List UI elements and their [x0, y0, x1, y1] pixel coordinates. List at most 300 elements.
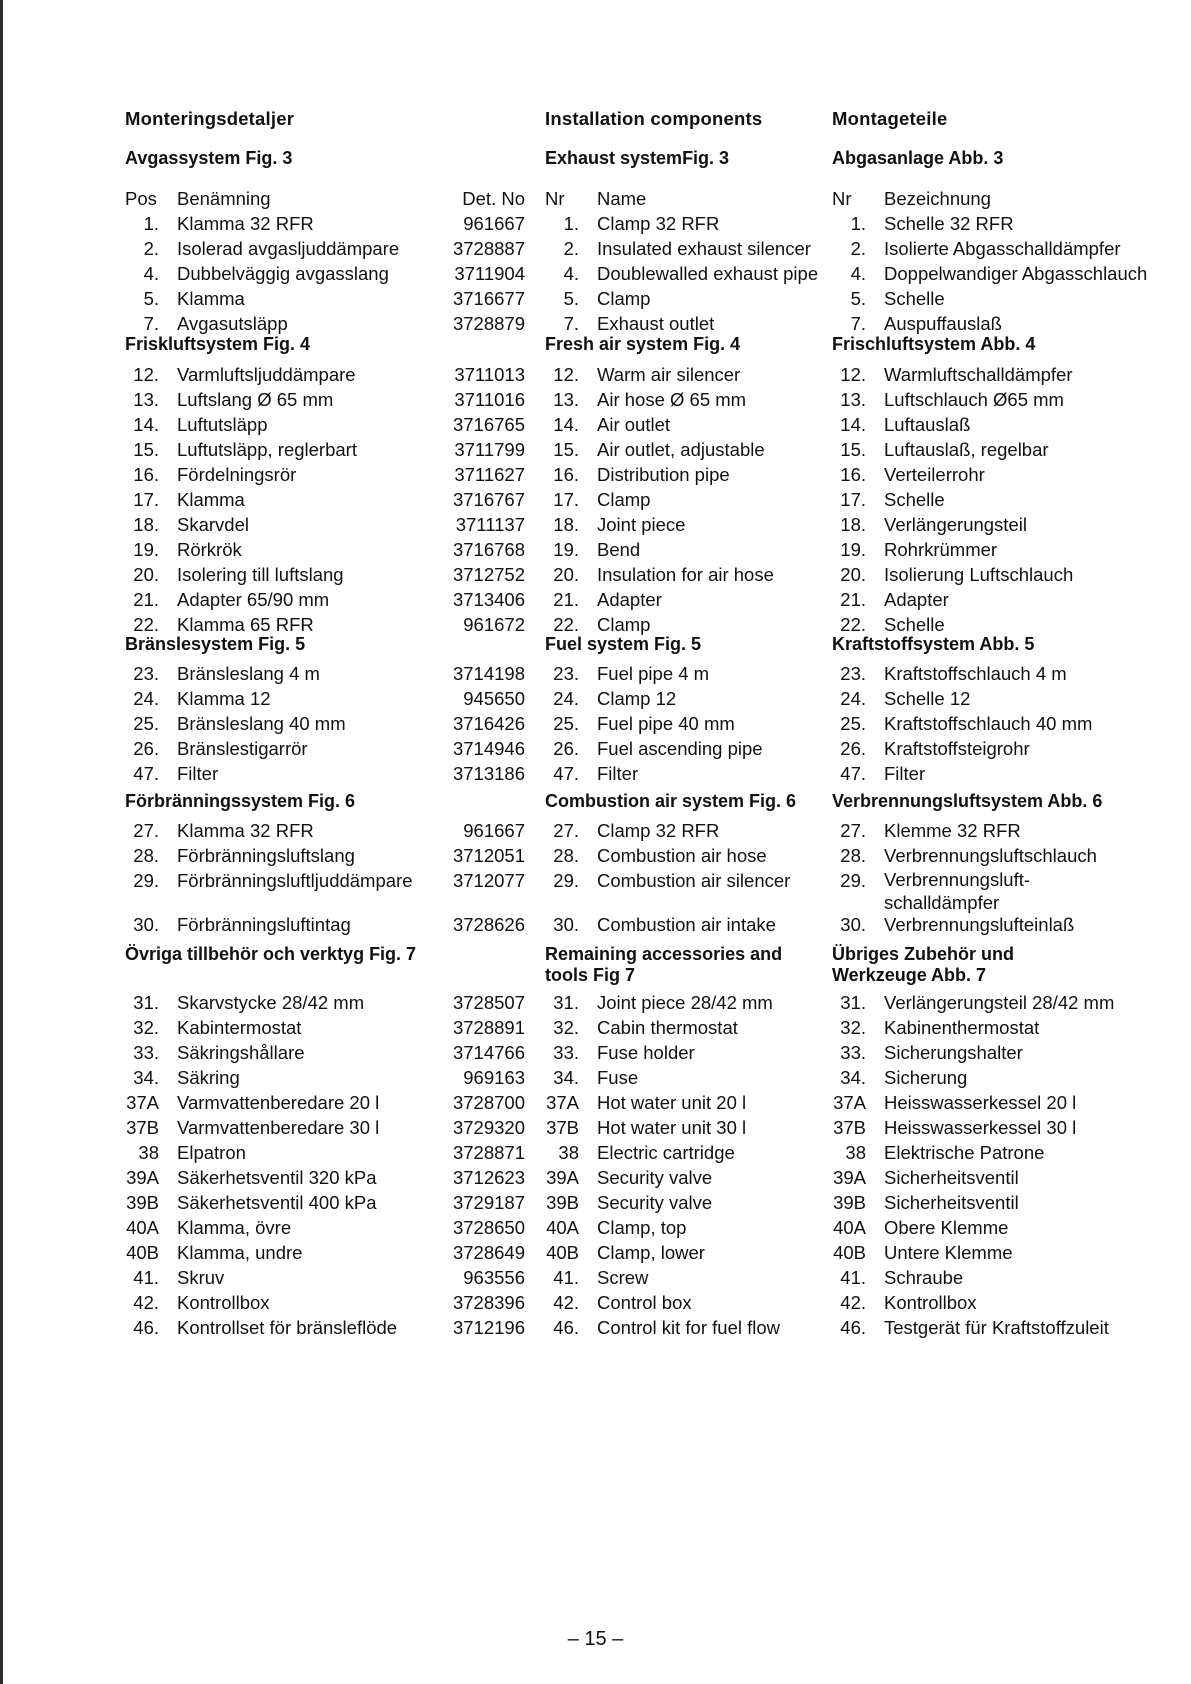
item-description: Kontrollbox: [884, 1292, 977, 1313]
list-item: [832, 1015, 1177, 1040]
item-number: 40B: [833, 1242, 866, 1263]
item-number: 15.: [840, 439, 866, 460]
item-number: 29.: [553, 870, 579, 891]
item-description: Schraube: [884, 1267, 964, 1288]
item-part-number: 961667: [463, 213, 525, 234]
item-number: 26.: [553, 738, 579, 759]
item-part-number: 961672: [463, 614, 525, 635]
item-description: Förbränningsluftljuddämpare: [177, 870, 413, 891]
item-description: Kontrollset för bränsleflöde: [177, 1317, 398, 1338]
item-description: Fuse: [597, 1067, 639, 1088]
item-number: 39A: [833, 1167, 866, 1188]
item-number: 7.: [850, 313, 866, 334]
list-item: [545, 487, 820, 512]
item-number: 38: [558, 1142, 579, 1163]
item-description: Combustion air hose: [597, 845, 767, 866]
item-number: 32.: [840, 1017, 866, 1038]
item-number: 32.: [133, 1017, 159, 1038]
item-description: Doublewalled exhaust pipe: [597, 263, 819, 284]
list-item: [125, 990, 525, 1015]
item-number: 2.: [143, 238, 159, 259]
item-description: Fuel pipe 40 mm: [597, 713, 735, 734]
list-item: [125, 362, 525, 387]
item-description: Skarvstycke 28/42 mm: [177, 992, 365, 1013]
item-description: Adapter: [597, 589, 662, 610]
item-number: 39A: [546, 1167, 579, 1188]
list-item: [832, 1065, 1177, 1090]
item-part-number: 3728650: [452, 1217, 525, 1238]
item-description: Klamma 32 RFR: [177, 820, 314, 841]
item-description: Säkring: [177, 1067, 240, 1088]
list-item: [125, 1315, 525, 1340]
item-description: Untere Klemme: [884, 1242, 1013, 1263]
section-title: Exhaust systemFig. 3: [545, 148, 730, 168]
list-item: [832, 362, 1177, 387]
item-number: 29.: [840, 870, 866, 891]
item-number: 4.: [563, 263, 579, 284]
item-part-number: 3712623: [452, 1167, 525, 1188]
item-description: Klemme 32 RFR: [884, 820, 1021, 841]
item-description: Säkringshållare: [177, 1042, 305, 1063]
list-item: [832, 1315, 1177, 1340]
list-item: [545, 512, 820, 537]
header-description: Benämning: [177, 188, 271, 209]
item-number: 13.: [133, 389, 159, 410]
item-description: Förbränningsluftslang: [177, 845, 355, 866]
item-part-number: 3716426: [452, 713, 525, 734]
section-title: Fuel system Fig. 5: [545, 634, 702, 654]
item-part-number: 3716768: [452, 539, 525, 560]
header-number: Nr: [545, 188, 565, 209]
list-item: [125, 562, 525, 587]
item-number: 17.: [840, 489, 866, 510]
item-number: 28.: [840, 845, 866, 866]
list-item: [125, 1140, 525, 1165]
list-item: [125, 211, 525, 236]
item-number: 1.: [143, 213, 159, 234]
item-number: 21.: [553, 589, 579, 610]
item-description: Verlängerungsteil: [884, 514, 1027, 535]
list-item: [125, 587, 525, 612]
section-title: Kraftstoffsystem Abb. 5: [832, 634, 1035, 654]
item-description: Bend: [597, 539, 641, 560]
item-description: Sicherheitsventil: [884, 1192, 1019, 1213]
list-item: [832, 587, 1177, 612]
item-number: 26.: [133, 738, 159, 759]
item-description: Säkerhetsventil 320 kPa: [177, 1167, 377, 1188]
item-part-number: 3714198: [452, 663, 525, 684]
item-number: 5.: [850, 288, 866, 309]
list-item: [832, 236, 1177, 261]
item-number: 33.: [553, 1042, 579, 1063]
list-item: [125, 761, 525, 786]
item-number: 39B: [546, 1192, 579, 1213]
item-description: Joint piece: [597, 514, 686, 535]
list-item: [832, 736, 1177, 761]
column-header: [832, 186, 1177, 211]
item-number: 20.: [840, 564, 866, 585]
item-part-number: 969163: [463, 1067, 525, 1088]
item-description: Bränsleslang 4 m: [177, 663, 320, 684]
item-number: 42.: [133, 1292, 159, 1313]
item-part-number: 3728507: [452, 992, 525, 1013]
item-part-number: 963556: [463, 1267, 525, 1288]
item-description: Doppelwandiger Abgasschlauch: [884, 263, 1148, 284]
section-title: Övriga tillbehör och verktyg Fig. 7: [125, 944, 417, 964]
list-item: [125, 711, 525, 736]
item-number: 37A: [546, 1092, 579, 1113]
item-description: Adapter 65/90 mm: [177, 589, 330, 610]
item-description: Clamp 32 RFR: [597, 213, 720, 234]
item-number: 24.: [553, 688, 579, 709]
list-item: [125, 437, 525, 462]
item-description: Distribution pipe: [597, 464, 730, 485]
item-description: Skarvdel: [177, 514, 249, 535]
list-item: [545, 990, 820, 1015]
column-header: [545, 186, 820, 211]
list-item: [832, 211, 1177, 236]
list-item: [832, 437, 1177, 462]
scan-edge: [0, 0, 3, 1684]
item-description: Exhaust outlet: [597, 313, 715, 334]
item-description: Klamma 12: [177, 688, 271, 709]
item-part-number: 3729187: [452, 1192, 525, 1213]
item-description: Filter: [884, 763, 926, 784]
section-title: Fresh air system Fig. 4: [545, 334, 741, 354]
item-description: Varmvattenberedare 20 l: [177, 1092, 380, 1113]
item-part-number: 3711799: [454, 439, 525, 460]
list-item: [832, 286, 1177, 311]
item-part-number: 3711627: [454, 464, 525, 485]
item-part-number: 3728879: [452, 313, 525, 334]
list-item: [832, 1215, 1177, 1240]
list-item: [125, 1165, 525, 1190]
list-item: [832, 562, 1177, 587]
section-title: Förbränningssystem Fig. 6: [125, 791, 356, 811]
item-description: Isolierung Luftschlauch: [884, 564, 1074, 585]
item-description: Kraftstoffsteigrohr: [884, 738, 1030, 759]
item-description: Heisswasserkessel 30 l: [884, 1117, 1077, 1138]
list-item: [832, 843, 1177, 868]
item-number: 18.: [553, 514, 579, 535]
item-number: 23.: [840, 663, 866, 684]
list-item: [125, 261, 525, 286]
list-item: [545, 1240, 820, 1265]
list-item: [125, 1190, 525, 1215]
list-item: [545, 1140, 820, 1165]
item-description: Fuel pipe 4 m: [597, 663, 710, 684]
list-item: [832, 311, 1177, 336]
item-number: 16.: [133, 464, 159, 485]
item-part-number: 3712051: [452, 845, 525, 866]
item-description: Auspuffauslaß: [884, 313, 1002, 334]
item-description: Sicherung: [884, 1067, 968, 1088]
item-number: 41.: [133, 1267, 159, 1288]
item-number: 40B: [546, 1242, 579, 1263]
item-description: Screw: [597, 1267, 649, 1288]
item-number: 21.: [133, 589, 159, 610]
item-part-number: 3711904: [454, 263, 525, 284]
item-number: 39B: [126, 1192, 159, 1213]
item-description: Skruv: [177, 1267, 225, 1288]
item-number: 34.: [840, 1067, 866, 1088]
item-description: Luftutsläpp, reglerbart: [177, 439, 357, 460]
item-number: 47.: [133, 763, 159, 784]
item-description: Filter: [177, 763, 219, 784]
item-number: 27.: [133, 820, 159, 841]
item-description: Clamp 12: [597, 688, 677, 709]
item-number: 25.: [553, 713, 579, 734]
item-number: 16.: [840, 464, 866, 485]
list-item: [545, 236, 820, 261]
header-number: Nr: [832, 188, 852, 209]
item-number: 41.: [840, 1267, 866, 1288]
header-part-number: Det. No: [462, 188, 525, 209]
item-number: 15.: [133, 439, 159, 460]
section-title: Bränslesystem Fig. 5: [125, 634, 306, 654]
item-description: Luftauslaß, regelbar: [884, 439, 1049, 460]
item-description: Adapter: [884, 589, 949, 610]
item-part-number: 3728891: [452, 1017, 525, 1038]
item-part-number: 3712752: [452, 564, 525, 585]
list-item: [832, 990, 1177, 1015]
item-number: 40A: [833, 1217, 866, 1238]
list-item: [125, 311, 525, 336]
section-title: Combustion air system Fig. 6: [545, 791, 797, 811]
item-description: Clamp: [597, 489, 651, 510]
list-item: [125, 868, 525, 893]
item-description: Rörkrök: [177, 539, 242, 560]
item-part-number: 961667: [463, 820, 525, 841]
item-description: Klamma, undre: [177, 1242, 303, 1263]
item-part-number: 3729320: [452, 1117, 525, 1138]
item-part-number: 3713406: [452, 589, 525, 610]
list-item: [125, 412, 525, 437]
list-item: [832, 537, 1177, 562]
item-description: Warm air silencer: [597, 364, 741, 385]
item-number: 2.: [563, 238, 579, 259]
item-number: 24.: [133, 688, 159, 709]
item-part-number: 3716677: [452, 288, 525, 309]
list-item: [545, 736, 820, 761]
item-number: 31.: [553, 992, 579, 1013]
item-number: 22.: [133, 614, 159, 635]
list-item: [832, 512, 1177, 537]
list-item: [125, 236, 525, 261]
item-description: Sicherheitsventil: [884, 1167, 1019, 1188]
list-item: [125, 1115, 525, 1140]
item-description: Dubbelväggig avgasslang: [177, 263, 389, 284]
item-description: Combustion air silencer: [597, 870, 791, 891]
list-item: [545, 1290, 820, 1315]
list-item: [545, 1215, 820, 1240]
item-number: 30.: [553, 914, 579, 935]
list-item: [545, 1165, 820, 1190]
item-number: 1.: [563, 213, 579, 234]
list-item: [832, 387, 1177, 412]
item-description: Schelle: [884, 489, 945, 510]
item-description: Rohrkrümmer: [884, 539, 998, 560]
item-part-number: 3716767: [452, 489, 525, 510]
section-title: Avgassystem Fig. 3: [125, 148, 293, 168]
item-number: 22.: [553, 614, 579, 635]
item-number: 37A: [126, 1092, 159, 1113]
item-description: Fuel ascending pipe: [597, 738, 763, 759]
item-number: 29.: [133, 870, 159, 891]
item-description: Verlängerungsteil 28/42 mm: [884, 992, 1115, 1013]
list-item: [832, 1115, 1177, 1140]
list-item: [545, 387, 820, 412]
item-number: 17.: [133, 489, 159, 510]
list-item: [125, 1215, 525, 1240]
item-part-number: 3713186: [452, 763, 525, 784]
item-number: 38: [845, 1142, 866, 1163]
item-number: 13.: [840, 389, 866, 410]
list-item: [125, 286, 525, 311]
main-title: Installation components: [545, 108, 763, 129]
list-item: [832, 761, 1177, 786]
list-item: [125, 818, 525, 843]
item-description: Elpatron: [177, 1142, 246, 1163]
list-item: [125, 462, 525, 487]
list-item: [832, 711, 1177, 736]
list-item: [125, 1015, 525, 1040]
item-description: Control kit for fuel flow: [597, 1317, 781, 1338]
item-description: Testgerät für Kraftstoffzuleit: [884, 1317, 1109, 1338]
item-number: 34.: [133, 1067, 159, 1088]
item-number: 30.: [133, 914, 159, 935]
item-number: 39B: [833, 1192, 866, 1213]
item-number: 1.: [850, 213, 866, 234]
item-number: 19.: [133, 539, 159, 560]
page-number: – 15 –: [567, 1628, 624, 1650]
item-description: Förbränningsluftintag: [177, 914, 351, 935]
item-part-number: 3711016: [454, 389, 525, 410]
item-number: 33.: [133, 1042, 159, 1063]
item-description: Verbrennungslufteinlaß: [884, 914, 1075, 935]
list-item: [832, 1090, 1177, 1115]
list-item: [545, 1065, 820, 1090]
item-description: Luftslang Ø 65 mm: [177, 389, 334, 410]
list-item: [125, 1040, 525, 1065]
list-item: [125, 661, 525, 686]
list-item: [125, 1240, 525, 1265]
item-description: Insulation for air hose: [597, 564, 774, 585]
item-number: 18.: [133, 514, 159, 535]
item-part-number: 3728626: [452, 914, 525, 935]
list-item: [125, 387, 525, 412]
item-part-number: 3728871: [452, 1142, 525, 1163]
list-item: [545, 286, 820, 311]
item-description: Isolierte Abgasschalldämpfer: [884, 238, 1121, 259]
list-item: [125, 1290, 525, 1315]
list-item: [832, 686, 1177, 711]
list-item: [832, 261, 1177, 286]
item-description: Kabintermostat: [177, 1017, 302, 1038]
item-number: 16.: [553, 464, 579, 485]
item-description: Air outlet: [597, 414, 671, 435]
list-item: [545, 761, 820, 786]
list-item: [545, 1015, 820, 1040]
item-description: Security valve: [597, 1192, 713, 1213]
section-title: Remaining accessories and tools Fig 7: [545, 944, 783, 985]
list-item: [125, 1065, 525, 1090]
item-number: 19.: [840, 539, 866, 560]
item-description: Elektrische Patrone: [884, 1142, 1045, 1163]
item-number: 14.: [840, 414, 866, 435]
list-item: [545, 1040, 820, 1065]
item-description: Avgasutsläpp: [177, 313, 288, 334]
item-description: Cabin thermostat: [597, 1017, 738, 1038]
list-item: [545, 1190, 820, 1215]
list-item: [832, 412, 1177, 437]
list-item: [125, 1090, 525, 1115]
item-number: 37B: [833, 1117, 866, 1138]
item-description: Warmluftschalldämpfer: [884, 364, 1073, 385]
item-number: 15.: [553, 439, 579, 460]
list-item: [832, 487, 1177, 512]
list-item: [832, 1240, 1177, 1265]
item-description: Verteilerrohr: [884, 464, 985, 485]
item-number: 12.: [133, 364, 159, 385]
item-description: Klamma, övre: [177, 1217, 292, 1238]
item-number: 38: [138, 1142, 159, 1163]
item-number: 14.: [133, 414, 159, 435]
item-number: 18.: [840, 514, 866, 535]
item-description: Luftauslaß: [884, 414, 971, 435]
list-item: [545, 818, 820, 843]
item-number: 4.: [143, 263, 159, 284]
item-number: 17.: [553, 489, 579, 510]
item-number: 7.: [563, 313, 579, 334]
item-description: Verbrennungsluftschlauch: [884, 845, 1097, 866]
item-part-number: 3714946: [452, 738, 525, 759]
item-number: 27.: [553, 820, 579, 841]
item-description: Isolerad avgasljuddämpare: [177, 238, 400, 259]
list-item: [545, 261, 820, 286]
item-description: Schelle 32 RFR: [884, 213, 1014, 234]
list-item: [545, 211, 820, 236]
list-item: [545, 843, 820, 868]
item-description: Verbrennungsluft-schalldämpfer: [884, 869, 1031, 913]
item-part-number: 3728700: [452, 1092, 525, 1113]
item-number: 46.: [553, 1317, 579, 1338]
item-number: 47.: [840, 763, 866, 784]
main-title: Monteringsdetaljer: [125, 108, 295, 129]
item-number: 39A: [126, 1167, 159, 1188]
item-description: Isolering till luftslang: [177, 564, 344, 585]
item-description: Clamp: [597, 614, 651, 635]
item-number: 25.: [133, 713, 159, 734]
section-title: Frischluftsystem Abb. 4: [832, 334, 1036, 354]
item-description: Kontrollbox: [177, 1292, 270, 1313]
item-number: 20.: [553, 564, 579, 585]
item-number: 46.: [133, 1317, 159, 1338]
item-number: 33.: [840, 1042, 866, 1063]
item-number: 4.: [850, 263, 866, 284]
item-part-number: 3714766: [452, 1042, 525, 1063]
list-item: [125, 843, 525, 868]
item-description: Kraftstoffschlauch 4 m: [884, 663, 1067, 684]
item-number: 34.: [553, 1067, 579, 1088]
list-item: [832, 1165, 1177, 1190]
item-part-number: 3711137: [455, 514, 525, 535]
item-number: 28.: [133, 845, 159, 866]
item-description: Luftschlauch Ø65 mm: [884, 389, 1064, 410]
list-item: [832, 661, 1177, 686]
item-number: 40A: [126, 1217, 159, 1238]
item-number: 32.: [553, 1017, 579, 1038]
